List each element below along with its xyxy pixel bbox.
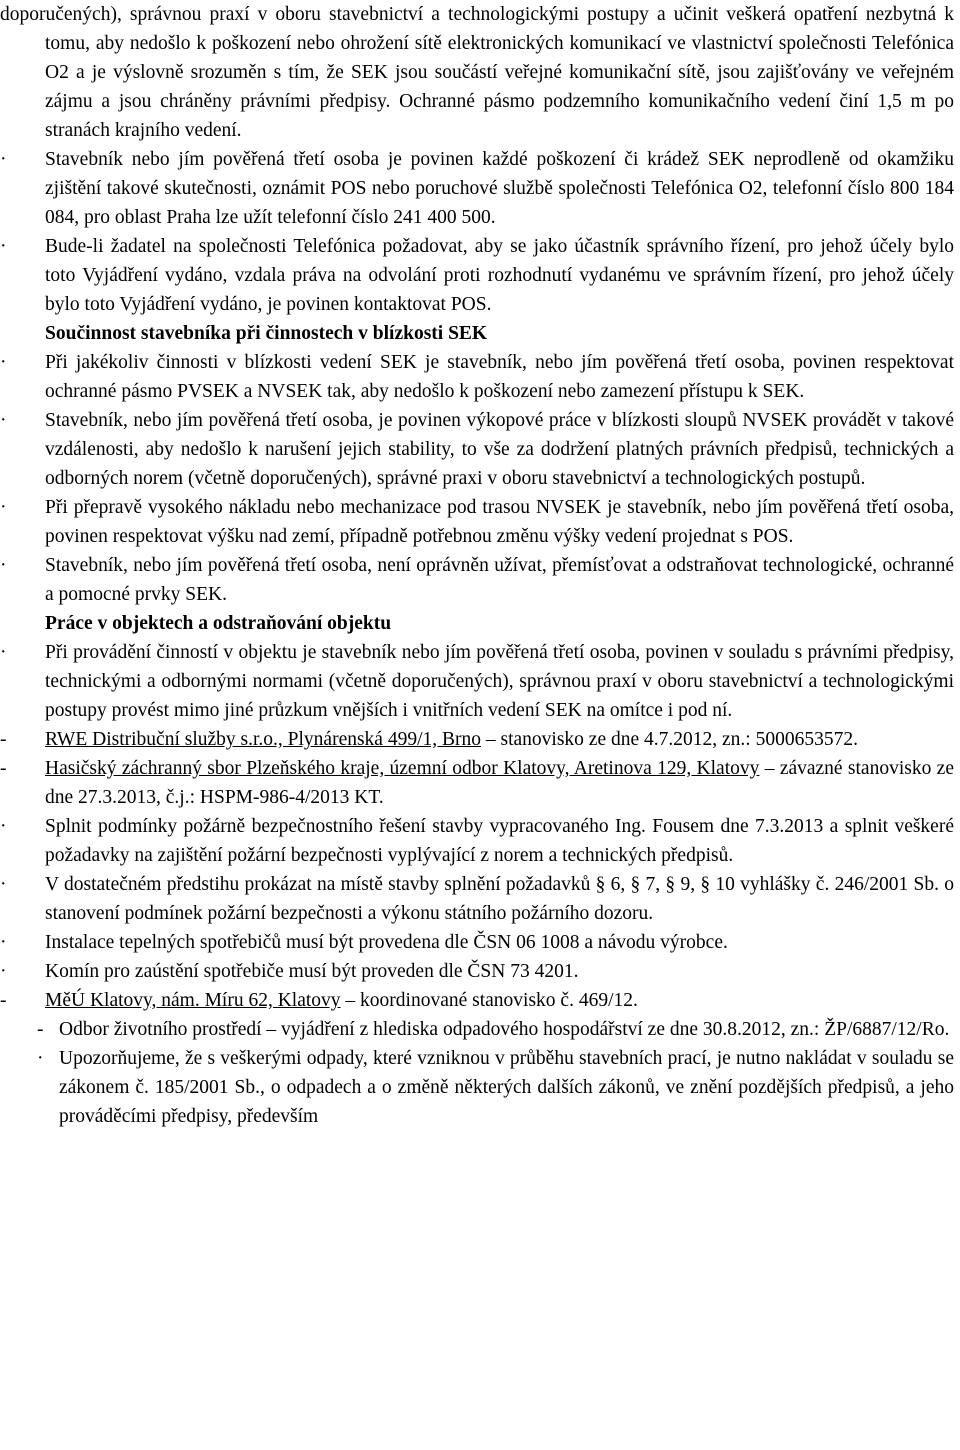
dash-marker: - [0,990,7,1011]
bullet-text: Splnit podmínky požárně bezpečnostního řešení stavby vypracovaného Ing. Fousem dne 7.3.2013 a splnit veškeré požadavky na zajištění požární bezpečnosti vyplývající z norem a technických předpisů. [45,816,954,866]
intro-text: doporučených), správnou praxí v oboru stavebnictví a technologickými postupy a učinit veškerá opatření nezbytná k tomu, aby nedošlo k poškození nebo ohrožení sítě elektronických komunikací ve vlastnictví společnosti Telefónica O2 a je výslovně srozuměn s tím, že SEK jsou součástí veřejné komunikační sítě, jsou zajišťovány ve veřejném zájmu a jsou chráněny právními předpisy. Ochranné pásmo podzemního komunikačního vedení činí 1,5 m po stranách krajního vedení. [0,4,954,141]
bullet-marker: · [0,932,7,953]
intro-paragraph [0,0,960,145]
dash-item-hzs [0,754,960,812]
bullet-item [0,638,960,725]
bullet-text: Komín pro zaústění spotřebiče musí být proveden dle ČSN 73 4201. [45,961,579,982]
bullet-text: Při přepravě vysokého nákladu nebo mechanizace pod trasou NVSEK je stavebník, nebo jím pověřená třetí osoba, povinen respektovat výšku nad zemí, případně potřebnou změnu výšky vedení projednat s POS. [45,497,954,547]
bullet-text: Při jakékoliv činnosti v blízkosti vedení SEK je stavebník, nebo jím pověřená třetí osoba, povinen respektovat ochranné pásmo PVSEK a NVSEK tak, aby nedošlo k poškození nebo zamezení přístupu k SEK. [45,352,954,402]
meu-entity: MěÚ Klatovy, nám. Míru 62, Klatovy [45,990,341,1011]
bullet-text: Instalace tepelných spotřebičů musí být provedena dle ČSN 06 1008 a návodu výrobce. [45,932,728,953]
dash-item-rwe [0,725,960,754]
bullet-text: Stavebník nebo jím pověřená třetí osoba je povinen každé poškození či krádež SEK neprodleně od okamžiku zjištění takové skutečnosti, oznámit POS nebo poruchové službě společnosti Telefónica O2, telefonní číslo 800 184 084, pro oblast Praha lze užít telefonní číslo 241 400 500. [45,149,954,228]
bullet-item [0,348,960,406]
bullet-item [0,232,960,319]
bullet-item [0,957,960,986]
bullet-item [0,406,960,493]
bullet-item [0,928,960,957]
meu-detail: – koordinované stanovisko č. 469/12. [340,990,638,1011]
bullet-marker: · [0,816,7,837]
bullet-item [0,870,960,928]
bullet-marker: · [0,555,7,576]
section-heading-soucinnost: Součinnost stavebníka při činnostech v blízkosti SEK [45,323,488,344]
bullet-marker: · [0,410,7,431]
sub-bullet-item [0,1044,960,1131]
bullet-marker: · [0,236,7,257]
rwe-entity: RWE Distribuční služby s.r.o., Plynárenská 499/1, Brno [45,729,482,750]
hzs-entity: Hasičský záchranný sbor Plzeňského kraje, územní odbor Klatovy, Aretinova 129, Klatovy [45,758,760,779]
dash-item-meu [0,986,960,1015]
bullet-text: Stavebník, nebo jím pověřená třetí osoba, není oprávněn užívat, přemísťovat a odstraňovat technologické, ochranné a pomocné prvky SEK. [45,555,954,605]
dash-marker: - [0,758,7,779]
bullet-text: Při provádění činností v objektu je stavebník nebo jím pověřená třetí osoba, povinen v souladu s právními předpisy, technickými a odbornými normami (včetně doporučených), správnou praxí v oboru stavebnictví a technologickými postupy provést mimo jiné průzkum vnějších i vnitřních vedení SEK na omítce i pod ní. [45,642,954,721]
hzs-detail: – závazné stanovisko ze dne 27.3.2013, č.j.: HSPM-986-4/2013 KT. [45,758,954,808]
dash-marker: - [0,729,7,750]
bullet-text: Bude-li žadatel na společnosti Telefónica požadovat, aby se jako účastník správního řízení, pro jehož účely bylo toto Vyjádření vydáno, vzdala práva na odvolání proti rozhodnutí vydanému ve správním řízení, pro jehož účely bylo toto Vyjádření vydáno, je povinen kontaktovat POS. [45,236,954,315]
dash-marker: - [37,1019,44,1040]
rwe-detail: – stanovisko ze dne 4.7.2012, zn.: 5000653572. [481,729,858,750]
bullet-marker: · [37,1048,44,1069]
bullet-marker: · [0,149,7,170]
bullet-marker: · [0,961,7,982]
odbor-text: Odbor životního prostředí – vyjádření z hlediska odpadového hospodářství ze dne 30.8.2012, zn.: ŽP/6887/12/Ro. [59,1019,950,1040]
sub-dash-item-odbor [0,1015,960,1044]
bullet-marker: · [0,352,7,373]
bullet-item [0,812,960,870]
bullet-item [0,145,960,232]
bullet-item [0,551,960,609]
bullet-marker: · [0,497,7,518]
bullet-marker: · [0,874,7,895]
bullet-item [0,493,960,551]
section-heading-prace-v-objektech: Práce v objektech a odstraňování objektu [45,613,392,634]
bullet-text: V dostatečném předstihu prokázat na místě stavby splnění požadavků § 6, § 7, § 9, § 10 vyhlášky č. 246/2001 Sb. o stanovení podmínek požární bezpečnosti a výkonu státního požárního dozoru. [45,874,954,924]
bullet-text: Upozorňujeme, že s veškerými odpady, které vzniknou v průběhu stavebních prací, je nutno nakládat v souladu se zákonem č. 185/2001 Sb., o odpadech a o změně některých dalších zákonů, ve znění pozdějších předpisů, a jeho prováděcími předpisy, především [59,1048,954,1127]
bullet-marker: · [0,642,7,663]
bullet-text: Stavebník, nebo jím pověřená třetí osoba, je povinen výkopové práce v blízkosti sloupů NVSEK provádět v takové vzdálenosti, aby nedošlo k narušení jejich stability, to vše za dodržení platných právních předpisů, technických a odborných norem (včetně doporučených), správné praxi v oboru stavebnictví a technologických postupů. [45,410,954,489]
